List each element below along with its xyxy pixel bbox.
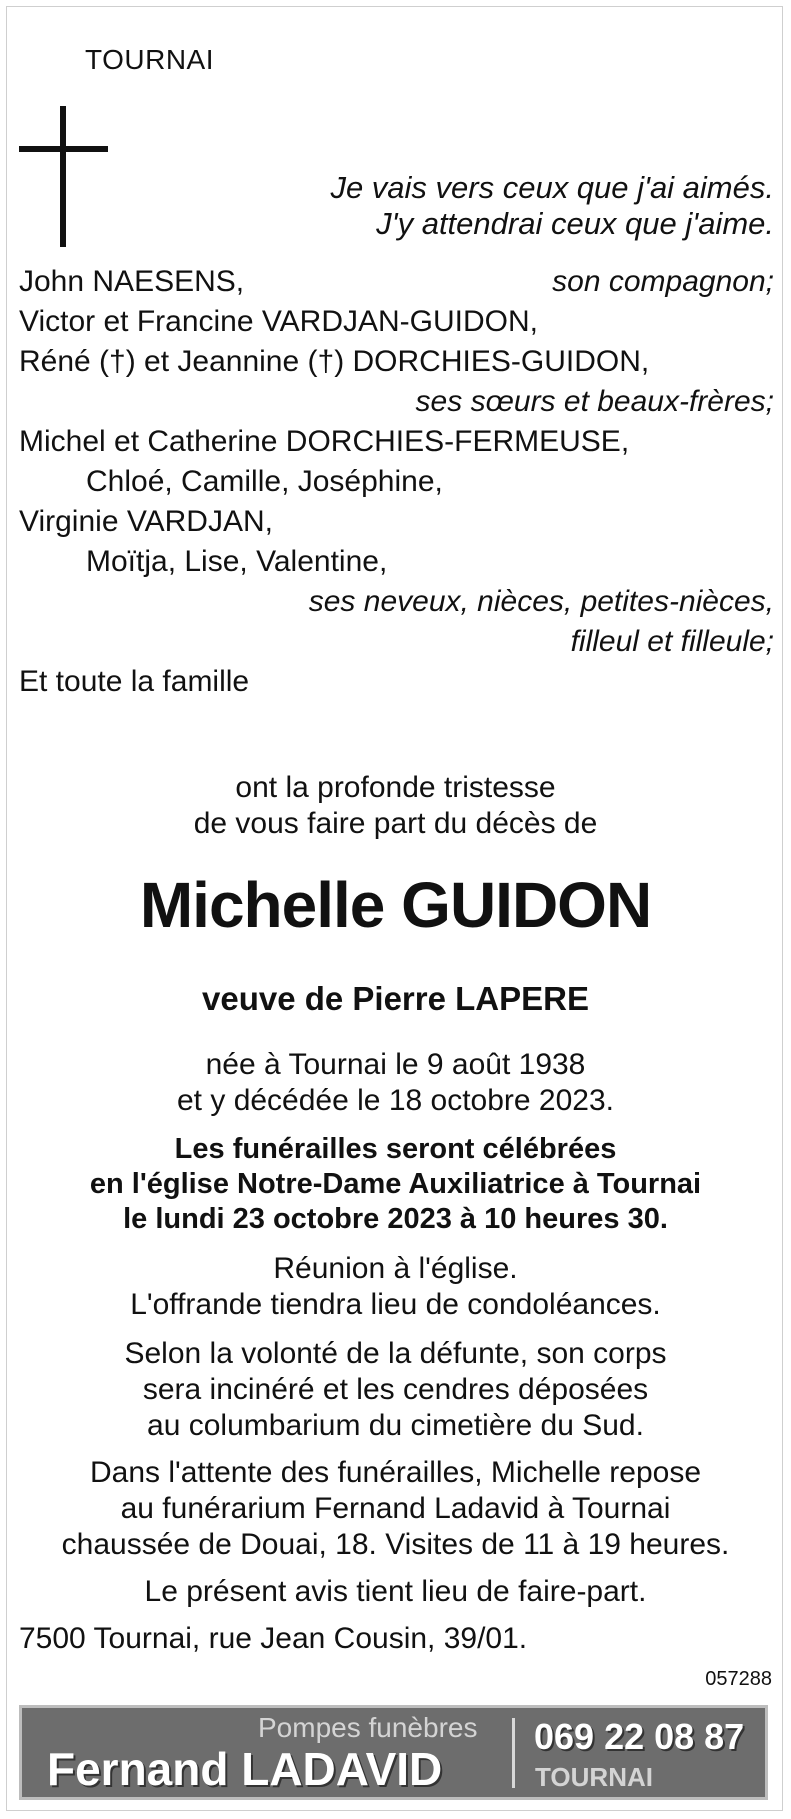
family-line: [19, 422, 774, 462]
family-member: Et toute la famille: [19, 665, 250, 698]
rest-line-2: au funérarium Fernand Ladavid à Tournai: [120, 1492, 671, 1525]
family-member: Virginie VARDJAN,: [19, 505, 273, 538]
family-line: [19, 542, 774, 582]
family-children: Moïtja, Lise, Valentine,: [86, 545, 388, 578]
family-relation: ses sœurs et beaux-frères;: [415, 385, 774, 418]
family-relation: son compagnon;: [552, 265, 774, 298]
family-line: [19, 502, 774, 542]
cross-icon-bar: [19, 146, 108, 152]
family-line: [19, 342, 774, 382]
deceased-name: Michelle GUIDON: [139, 869, 652, 941]
cremation-line-3: au columbarium du cimetière du Sud.: [147, 1409, 644, 1442]
family-line: [19, 382, 774, 422]
banner-divider: [512, 1718, 515, 1788]
motto-line-1: Je vais vers ceux que j'ai aimés.: [330, 170, 774, 205]
cremation-line-2: sera incinéré et les cendres déposées: [142, 1373, 649, 1406]
family-line: [19, 462, 774, 502]
family-line: [19, 582, 774, 622]
cremation-line-1: Selon la volonté de la défunte, son corps: [124, 1337, 667, 1370]
reference-number: 057288: [705, 1668, 772, 1690]
family-member: Réné (†) et Jeannine (†) DORCHIES-GUIDON,: [19, 345, 650, 378]
birth-line: née à Tournai le 9 août 1938: [205, 1048, 586, 1081]
family-address: 7500 Tournai, rue Jean Cousin, 39/01.: [19, 1622, 528, 1655]
funeral-home-banner: [19, 1705, 768, 1800]
family-relation: ses neveux, nièces, petites-nièces,: [308, 585, 774, 618]
family-line: [19, 622, 774, 662]
notice-note: Le présent avis tient lieu de faire-part.: [144, 1575, 647, 1608]
funeral-line-2: en l'église Notre-Dame Auxiliatrice à Tournai: [89, 1168, 702, 1200]
announcement-line-2: de vous faire part du décès de: [193, 807, 598, 840]
cross-icon: [60, 106, 66, 247]
family-line: [19, 302, 774, 342]
funeral-line-3: le lundi 23 octobre 2023 à 10 heures 30.: [123, 1203, 668, 1235]
rest-line-3: chaussée de Douai, 18. Visites de 11 à 19 heures.: [61, 1528, 730, 1561]
family-relation: filleul et filleule;: [570, 625, 774, 658]
family-line: [19, 262, 774, 302]
place-heading: TOURNAI: [85, 44, 214, 75]
family-children: Chloé, Camille, Joséphine,: [86, 465, 443, 498]
family-member: John NAESENS,: [19, 265, 245, 298]
death-line: et y décédée le 18 octobre 2023.: [177, 1084, 614, 1117]
rest-line-1: Dans l'attente des funérailles, Michelle repose: [89, 1456, 702, 1489]
banner-company: Fernand LADAVID: [47, 1743, 443, 1795]
family-line: [19, 662, 774, 702]
motto-line-2: J'y attendrai ceux que j'aime.: [376, 206, 774, 241]
announcement-line-1: ont la profonde tristesse: [235, 771, 556, 804]
family-list: [19, 262, 774, 702]
family-member: Michel et Catherine DORCHIES-FERMEUSE,: [19, 425, 630, 458]
offering-note: L'offrande tiendra lieu de condoléances.: [130, 1288, 661, 1321]
banner-city: TOURNAI: [535, 1762, 653, 1792]
widow-of: veuve de Pierre LAPERE: [201, 980, 589, 1017]
banner-phone: 069 22 08 87: [534, 1716, 745, 1757]
meeting-note: Réunion à l'église.: [273, 1252, 518, 1285]
banner-service: Pompes funèbres: [258, 1712, 478, 1743]
funeral-line-1: Les funérailles seront célébrées: [174, 1133, 617, 1165]
family-member: Victor et Francine VARDJAN-GUIDON,: [19, 305, 539, 338]
